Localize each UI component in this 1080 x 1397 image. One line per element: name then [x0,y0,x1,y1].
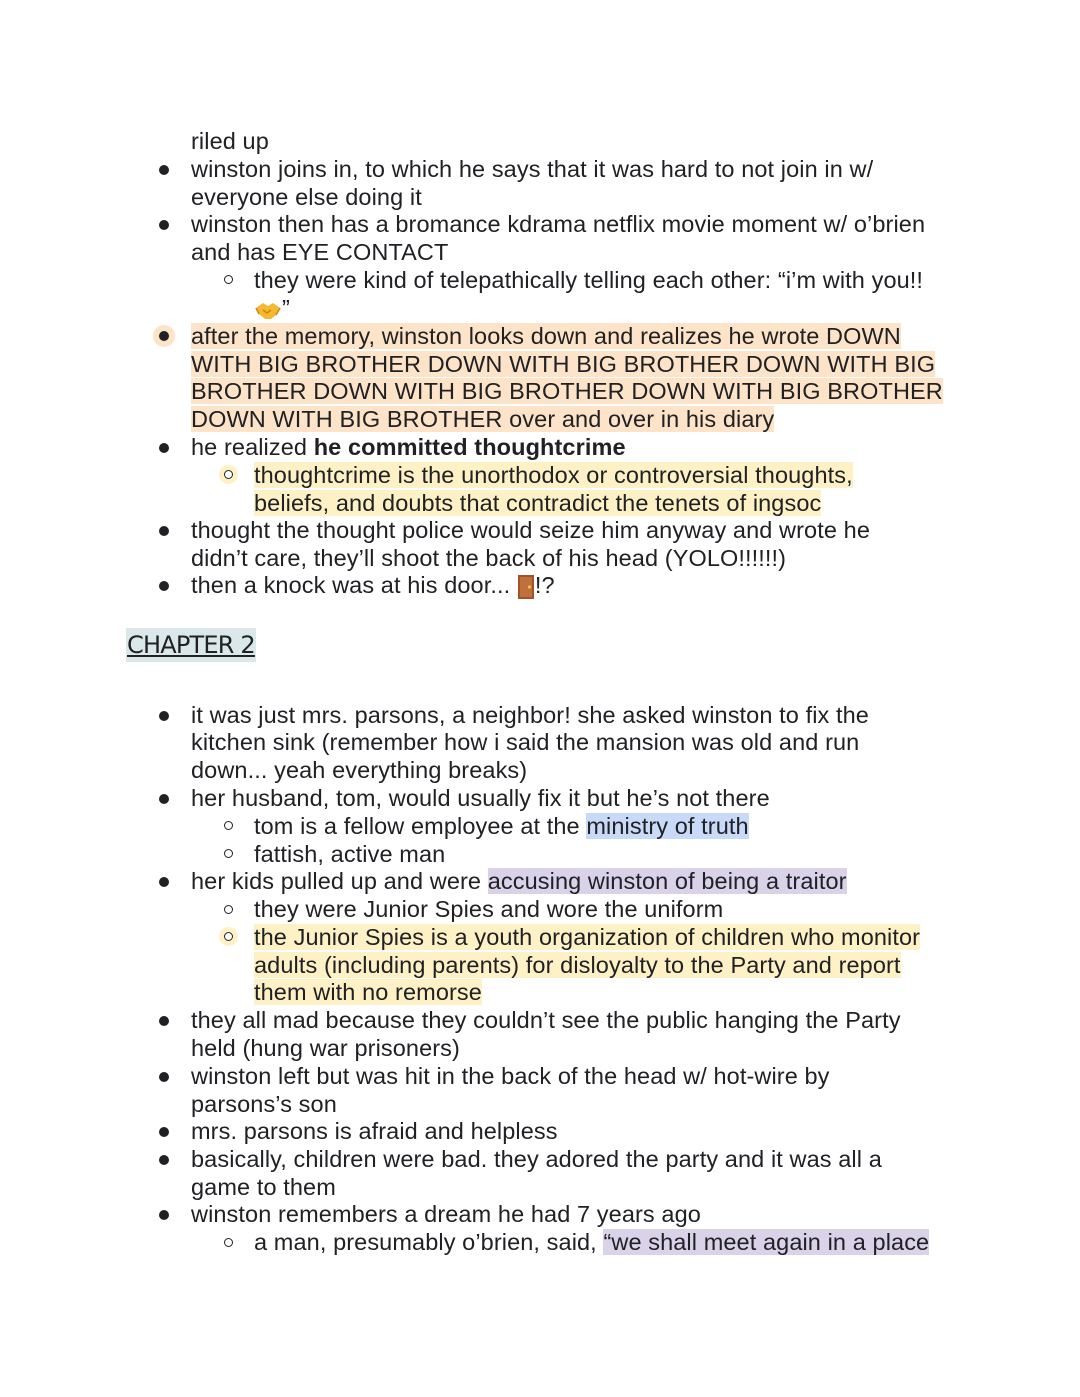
list-item-text: winston joins in, to which he says that it was hard to not join in w/ [191,156,874,182]
handshake-icon [254,299,282,321]
bullet-disc [159,794,169,804]
list-item-text: held (hung war prisoners) [191,1035,460,1061]
bullet-circle [224,932,233,941]
bullet-disc [159,331,169,341]
bullet-disc [159,1127,169,1137]
list-item-text: everyone else doing it [191,184,422,210]
sub-item-text: beliefs, and doubts that contradict the tenets of ingsoc [254,490,822,516]
list-item-text: down... yeah everything breaks) [191,757,528,783]
list-item-text: they all mad because they couldn’t see the public hanging the Party [191,1007,901,1033]
sub-item-text: thoughtcrime is the unorthodox or controversial thoughts, [254,462,853,488]
list-item-text: her husband, tom, would usually fix it but he’s not there [191,785,770,811]
list-item-text: kitchen sink (remember how i said the mansion was old and run [191,729,860,755]
bullet-circle [224,905,233,914]
bullet-disc [159,877,169,887]
sub-item-text: they were kind of telepathically telling each other: “i’m with you!! [254,267,924,293]
sub-item-text-cont: ” [254,294,290,322]
list-item-text: game to them [191,1174,336,1200]
list-item-text: DOWN WITH BIG BROTHER over and over in his diary [191,406,775,432]
list-item-text: BROTHER DOWN WITH BIG BROTHER DOWN WITH BIG BROTHER [191,378,943,404]
bullet-disc [159,165,169,175]
list-item-text: he realized he committed thoughtcrime [191,434,626,460]
bullet-disc [159,1016,169,1026]
list-item-text: then a knock was at his door... !? [191,572,555,598]
list-item-text: and has EYE CONTACT [191,239,449,265]
bullet-disc [159,1210,169,1220]
bullet-circle [224,275,233,284]
continuation-text: riled up [191,128,269,154]
list-item-text: didn’t care, they’ll shoot the back of his head (YOLO!!!!!!) [191,545,787,571]
list-item-text: basically, children were bad. they adored the party and it was all a [191,1146,882,1172]
sub-item-text: adults (including parents) for disloyalty to the Party and report [254,952,901,978]
list-item-text: winston remembers a dream he had 7 years ago [191,1201,701,1227]
chapter-heading: CHAPTER 2 [126,628,256,662]
list-item-text: after the memory, winston looks down and realizes he wrote DOWN [191,323,901,349]
list-item-text: it was just mrs. parsons, a neighbor! she asked winston to fix the [191,702,869,728]
bullet-disc [159,526,169,536]
sub-item-text: a man, presumably o’brien, said, “we shall meet again in a place [254,1229,930,1255]
list-item-text: thought the thought police would seize him anyway and wrote he [191,517,870,543]
list-item-text: mrs. parsons is afraid and helpless [191,1118,558,1144]
list-item-text: parsons’s son [191,1091,337,1117]
sub-item-text: fattish, active man [254,841,446,867]
sub-item-text: them with no remorse [254,979,482,1005]
list-item-text: winston then has a bromance kdrama netflix movie moment w/ o’brien [191,211,926,237]
bullet-circle [224,470,233,479]
bullet-disc [159,1155,169,1165]
bullet-disc [159,220,169,230]
bullet-circle [224,821,233,830]
list-item-text: WITH BIG BROTHER DOWN WITH BIG BROTHER DOWN WITH BIG [191,351,936,377]
sub-item-text: the Junior Spies is a youth organization of children who monitor [254,924,921,950]
bullet-disc [159,1072,169,1082]
sub-item-text: they were Junior Spies and wore the uniform [254,896,724,922]
bullet-disc [159,581,169,591]
bullet-disc [159,443,169,453]
list-item-text: winston left but was hit in the back of the head w/ hot-wire by [191,1063,830,1089]
bullet-disc [159,711,169,721]
door-icon [517,574,535,600]
bullet-circle [224,1238,233,1247]
bullet-circle [224,849,233,858]
list-item-text: her kids pulled up and were accusing winston of being a traitor [191,868,847,894]
sub-item-text: tom is a fellow employee at the ministry of truth [254,813,749,839]
